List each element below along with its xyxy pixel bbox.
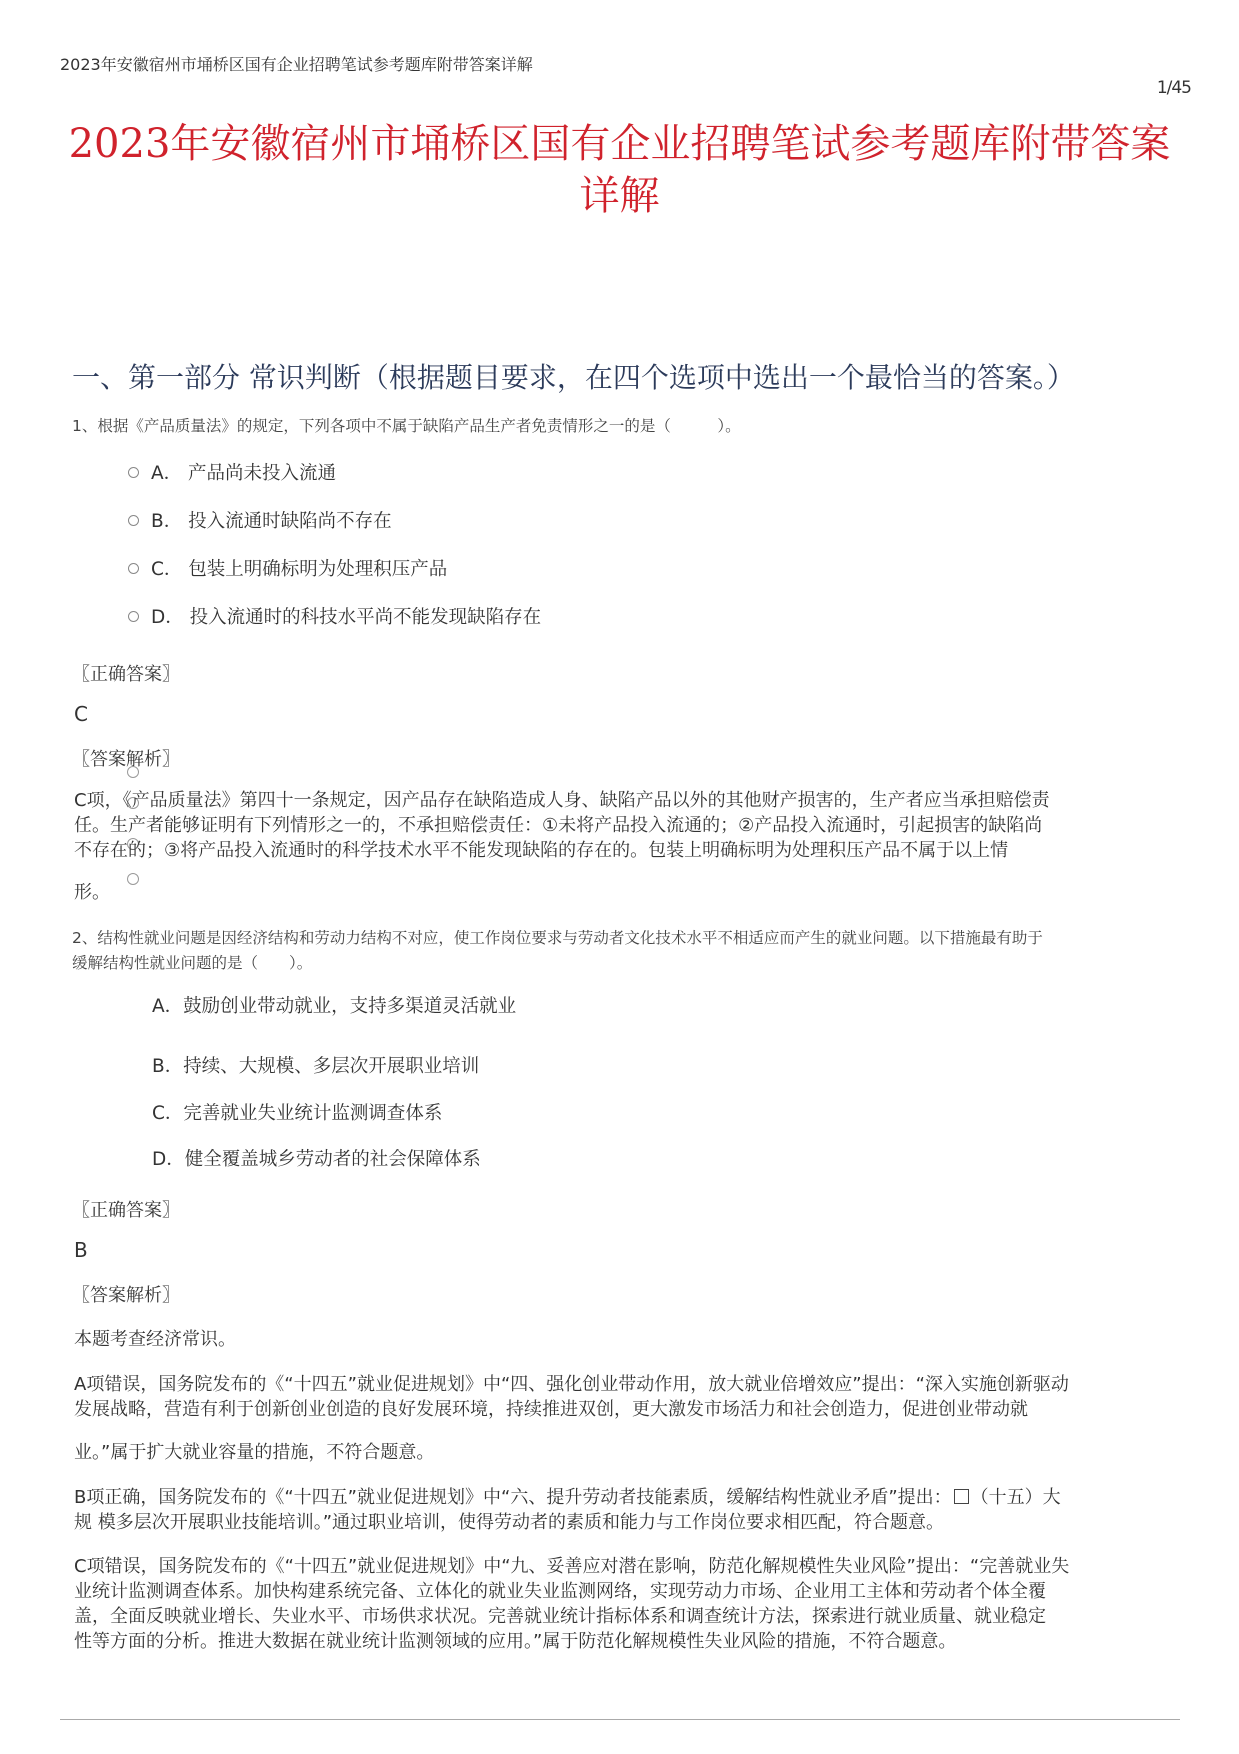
q1-analysis-line: C项，《产品质量法》第四十一条规定，因产品存在缺陷造成人身、缺陷产品以外的其他财产损害的，生产者应当承担赔偿责 — [74, 790, 1050, 811]
title-line-1: 2023年安徽宿州市埇桥区国有企业招聘笔试参考题库附带答案 — [68, 121, 1171, 167]
q1-answer: C — [74, 702, 88, 726]
q1-option-d[interactable]: D． 投入流通时的科技水平尚不能发现缺陷存在 — [128, 603, 541, 629]
q2-analysis-intro: 本题考查经济常识。 — [74, 1329, 236, 1350]
section-heading: 一、第一部分 常识判断（根据题目要求，在四个选项中选出一个最恰当的答案。） — [72, 361, 1075, 394]
q2-analysis-line: 业。”属于扩大就业容量的措施，不符合题意。 — [74, 1442, 435, 1463]
q2-option-c[interactable]: C．完善就业失业统计监测调查体系 — [152, 1103, 443, 1124]
q1-option-c[interactable]: C． 包装上明确标明为处理积压产品 — [128, 555, 447, 581]
running-header: 2023年安徽宿州市埇桥区国有企业招聘笔试参考题库附带答案详解 — [60, 55, 533, 74]
q1-option-a[interactable]: A． 产品尚未投入流通 — [128, 459, 336, 485]
missing-glyph-icon — [954, 1489, 969, 1504]
q2-analysis-line: C项错误，国务院发布的《“十四五”就业促进规划》中“九、妥善应对潜在影响，防范化解规模性失业风险”提出：“完善就业失 — [74, 1556, 1070, 1577]
q2-option-a[interactable]: A．鼓励创业带动就业，支持多渠道灵活就业 — [152, 996, 517, 1017]
q2-analysis-line: A项错误，国务院发布的《“十四五”就业促进规划》中“四、强化创业带动作用，放大就业倍增效应”提出：“深入实施创新驱动 — [74, 1374, 1069, 1395]
q2-option-d[interactable]: D．健全覆盖城乡劳动者的社会保障体系 — [152, 1149, 481, 1170]
stray-radio-icon — [127, 873, 139, 885]
q2-analysis-line: 性等方面的分析。推进大数据在就业统计监测领域的应用。”属于防范化解规模性失业风险的措施，不符合题意。 — [74, 1631, 957, 1652]
q2-answer-tag: 〖正确答案〗 — [72, 1200, 180, 1221]
q1-analysis-line: 形。 — [74, 882, 110, 903]
q2-analysis-line: B项正确，国务院发布的《“十四五”就业促进规划》中“六、提升劳动者技能素质，缓解结构性就业矛盾”提出： （十五）大 — [74, 1487, 1061, 1508]
stray-radio-icon — [127, 766, 139, 778]
q2-answer: B — [74, 1238, 88, 1262]
q2-analysis-b — [74, 1485, 1184, 1535]
q2-option-b[interactable]: B．持续、大规模、多层次开展职业培训 — [152, 1056, 480, 1077]
q1-analysis-line: 任。生产者能够证明有下列情形之一的，不承担赔偿责任：①未将产品投入流通的；②产品投入流通时，引起损害的缺陷尚 — [74, 815, 1043, 836]
q2-analysis-c — [74, 1554, 1184, 1654]
q1-analysis — [74, 788, 1184, 863]
q2-analysis-line: 规 模多层次开展职业技能培训。”通过职业培训，使得劳动者的素质和能力与工作岗位要求相匹配，符合题意。 — [74, 1512, 945, 1533]
title-line-2: 详解 — [579, 173, 660, 219]
q2-stem-line: 2、结构性就业问题是因经济结构和劳动力结构不对应，使工作岗位要求与劳动者文化技术水平不相适应而产生的就业问题。以下措施最有助于 — [72, 929, 1043, 947]
document-title — [60, 118, 1179, 222]
q1-stem: 1、根据《产品质量法》的规定，下列各项中不属于缺陷产品生产者免责情形之一的是（ ）。 — [72, 417, 741, 435]
q2-analysis-a — [74, 1372, 1184, 1422]
footer-divider — [60, 1719, 1180, 1720]
q1-analysis-tag: 〖答案解析〗 — [72, 749, 180, 770]
q2-analysis-line: 盖，全面反映就业增长、失业水平、市场供求状况。完善就业统计指标体系和调查统计方法，探索进行就业质量、就业稳定 — [74, 1606, 1046, 1627]
q1-answer-tag: 〖正确答案〗 — [72, 664, 180, 685]
radio-icon[interactable] — [128, 515, 139, 526]
radio-icon[interactable] — [128, 467, 139, 478]
q2-analysis-tag: 〖答案解析〗 — [72, 1285, 180, 1306]
q2-analysis-line: 业统计监测调查体系。加快构建系统完备、立体化的就业失业监测网络，实现劳动力市场、企业用工主体和劳动者个体全覆 — [74, 1581, 1046, 1602]
q2-stem — [72, 926, 1192, 976]
q2-analysis-line: 发展战略，营造有利于创新创业创造的良好发展环境，持续推进双创，更大激发市场活力和社会创造力，促进创业带动就 — [74, 1399, 1028, 1420]
radio-icon[interactable] — [128, 563, 139, 574]
page-number: 1/45 — [1156, 78, 1191, 98]
radio-icon[interactable] — [128, 611, 139, 622]
q2-stem-line: 缓解结构性就业问题的是（ ）。 — [72, 954, 313, 972]
q1-option-b[interactable]: B． 投入流通时缺陷尚不存在 — [128, 507, 392, 533]
q1-analysis-line: 不存在的；③将产品投入流通时的科学技术水平不能发现缺陷的存在的。包装上明确标明为处理积压产品不属于以上情 — [74, 840, 1009, 861]
